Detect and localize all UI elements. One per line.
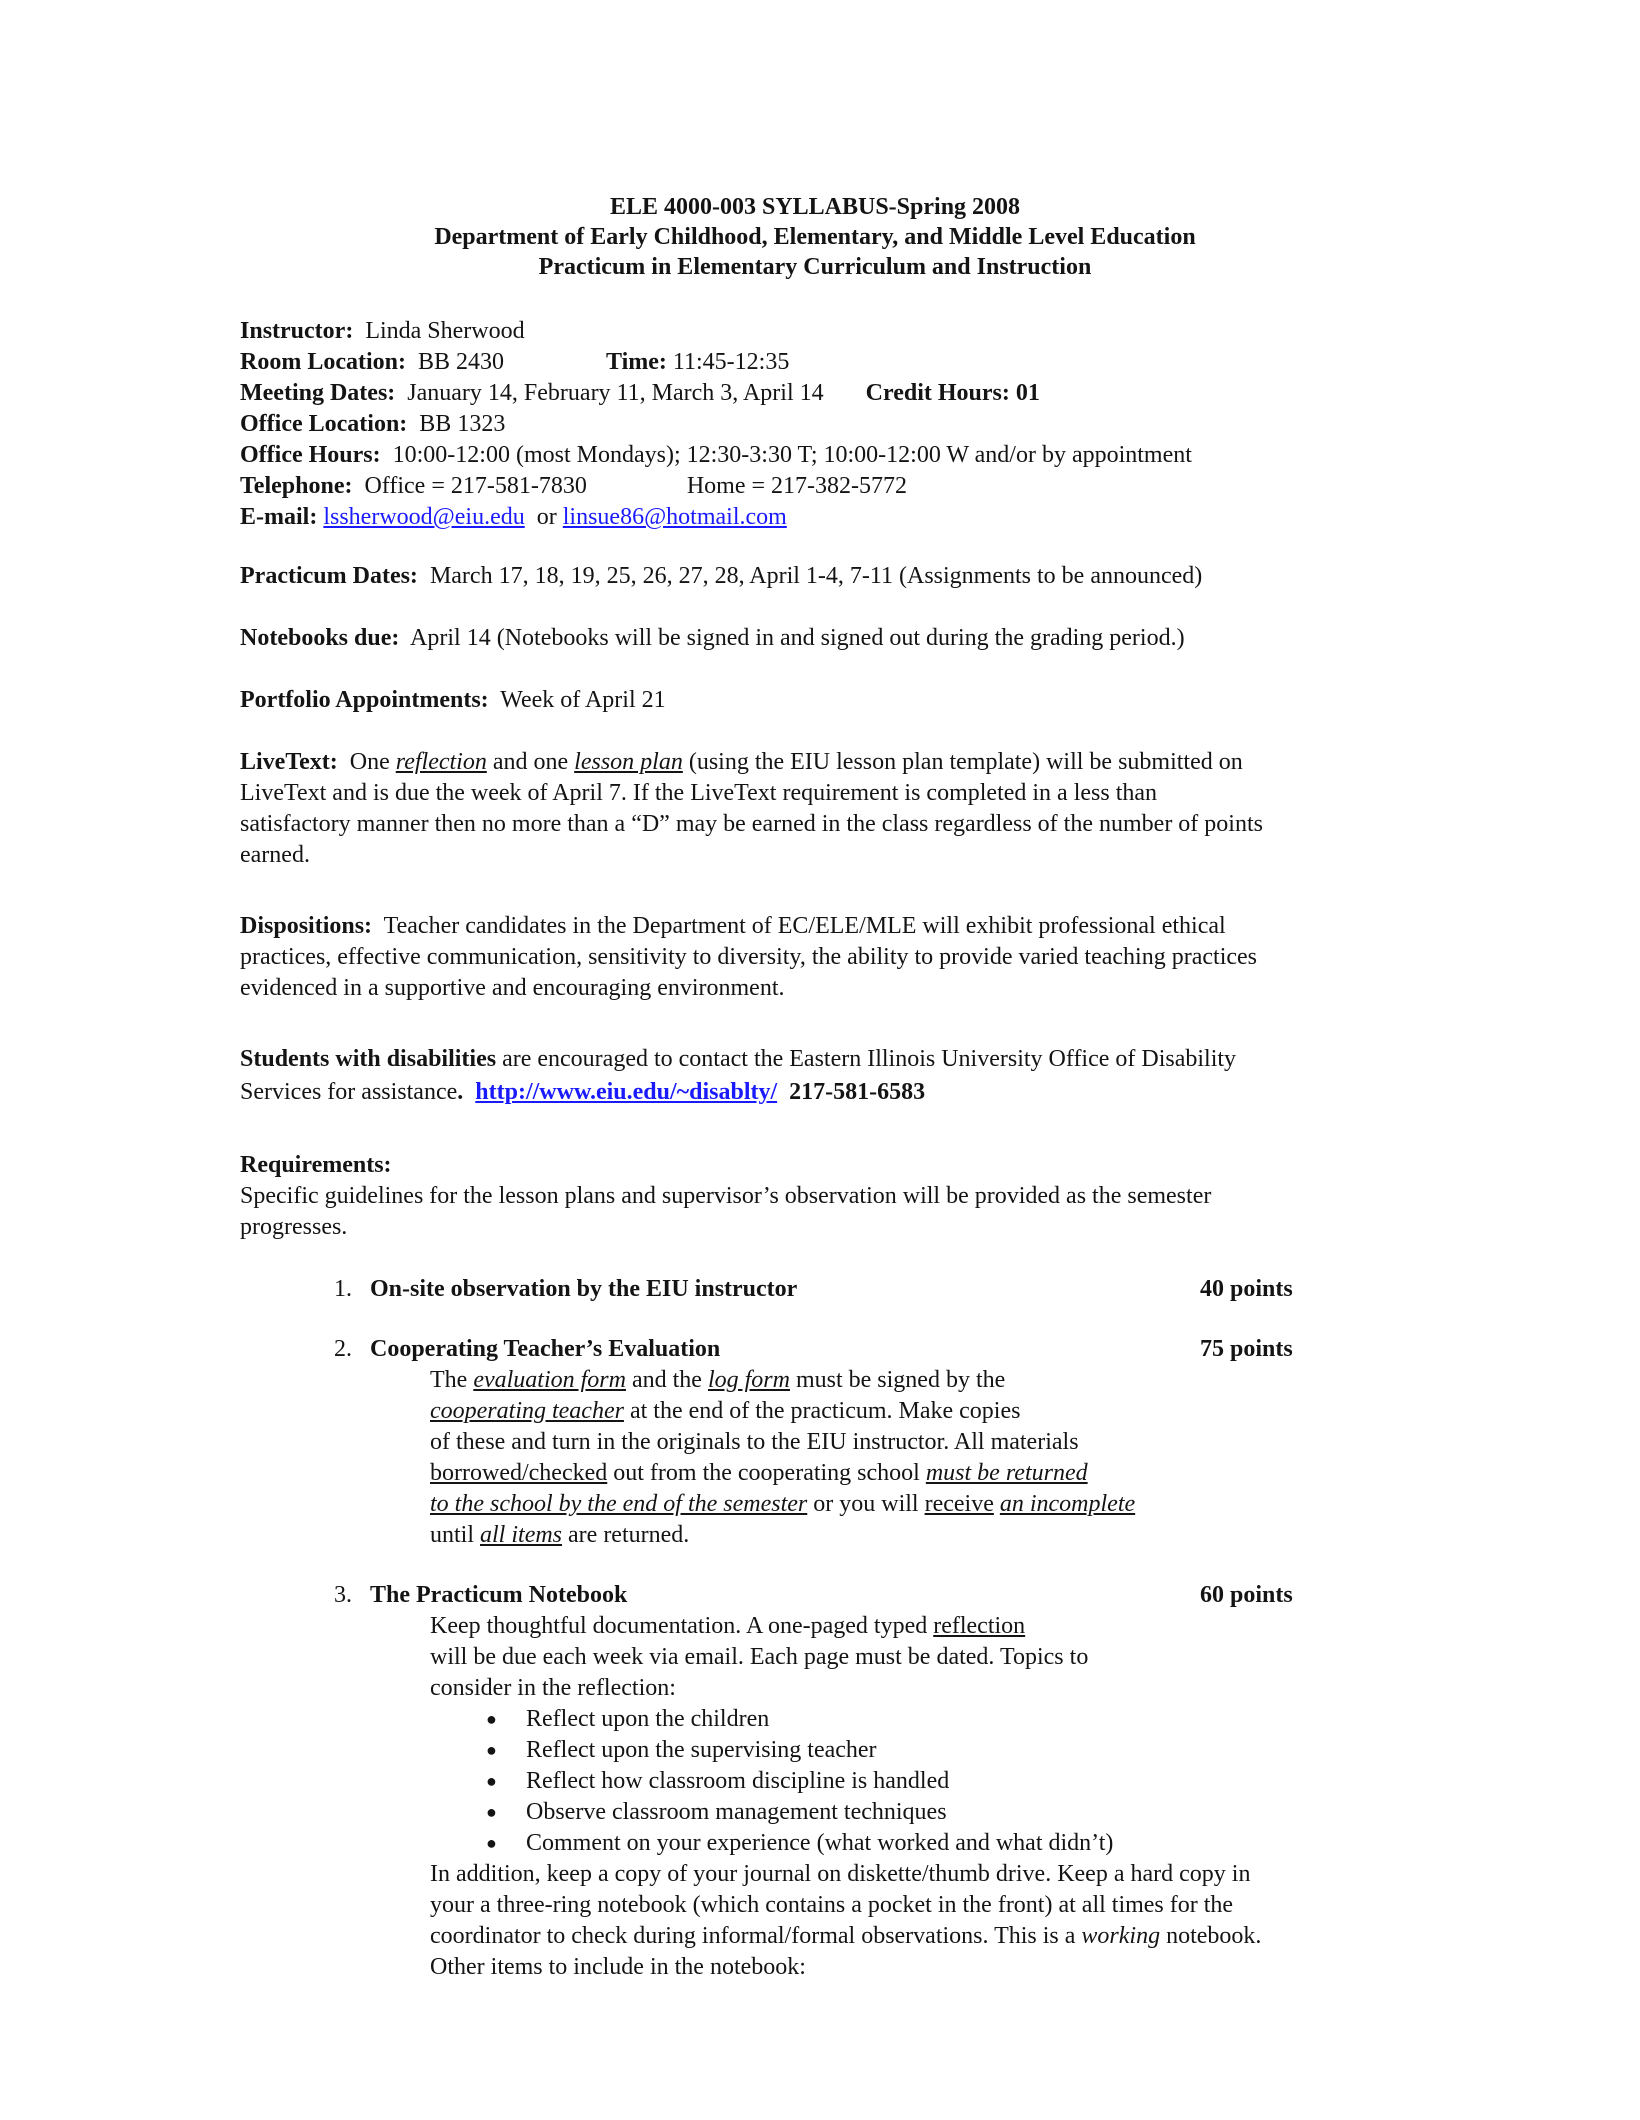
- requirements-list: [240, 1274, 1410, 1983]
- room-location: BB 2430: [417, 349, 504, 375]
- credit-hours: Credit Hours: 01: [865, 380, 1040, 406]
- requirements-section: Requirements: Specific guidelines for the lesson plans and supervisor’s observation will be provided as the semester progresses. 1. On-site observation by the EIU instructor 40 points 2. Cooperating Teacher’s Evaluation 75 points The evaluation form and the log form must be signed by the cooperating teacher at the end of the practicum. Make copies of these and turn in the originals to the EIU instructor. All materials borrowed/checked out from the cooperating school must be returned to the school by the end of the semester or you will receive an incomplete until all items are returned. 3. The Practicum Notebook 60 points Keep thoughtful documentation. A one-paged typed reflection will be due each week via email. Each page must be dated. Topics to consider in the reflection: ● Reflect upon the children ● Reflect upon the supervising teacher ● Reflect how classroom discipline is handled ● Observe classroom management techniques ● Comment on your experience (what worked and what didn’t) In addition, keep a copy of your journal on diskette/thumb drive. Keep a hard copy in your a three-ring notebook (which contains a pocket in the front) at all times for the coordinator to check during informal/formal observations. This is a working notebook. Other items to include in the notebook:: [240, 1150, 1410, 1983]
- practicum-dates: Practicum Dates: March 17, 18, 19, 25, 26, 27, 28, April 1-4, 7-11 (Assignments to be announced): [240, 563, 1203, 589]
- room-row: Room Location: BB 2430 Time: 11:45-12:35: [240, 349, 790, 375]
- course-title: ELE 4000-003 SYLLABUS-Spring 2008: [609, 194, 1021, 220]
- requirement-item: 3. The Practicum Notebook 60 points: [240, 1580, 1410, 1611]
- notebook-instructions: In addition, keep a copy of your journal on diskette/thumb drive. Keep a hard copy in your a three-ring notebook (which contains a pocket in the front) at all times for the coordinator to check during informal/formal observations. This is a working notebook. Other items to include in the notebook:: [430, 1861, 1262, 1980]
- list-item: ● Reflect how classroom discipline is handled: [430, 1766, 1410, 1797]
- list-item: ● Observe classroom management techniques: [430, 1797, 1410, 1828]
- requirement-description: Keep thoughtful documentation. A one-paged typed reflection will be due each week via email. Each page must be dated. Topics to consider in the reflection:: [430, 1613, 1089, 1701]
- dispositions-section: Dispositions: Teacher candidates in the Department of EC/ELE/MLE will exhibit professional ethical practices, effective communication, sensitivity to diversity, the ability to provide varied teaching practices evidenced in a supportive and encouraging environment.: [240, 913, 1257, 1001]
- points-value: 40 points: [1200, 1276, 1293, 1302]
- class-time: 11:45-12:35: [672, 349, 790, 375]
- bullet-icon: ●: [486, 1802, 497, 1822]
- meeting-dates: January 14, February 11, March 3, April 14: [407, 380, 824, 406]
- department-name: Department of Early Childhood, Elementary, and Middle Level Education: [434, 224, 1196, 250]
- syllabus-header: [220, 192, 1410, 282]
- bullet-icon: ●: [486, 1833, 497, 1853]
- disability-services-phone: 217-581-6583: [789, 1079, 926, 1105]
- list-item: ● Reflect upon the supervising teacher: [430, 1735, 1410, 1766]
- course-subtitle: Practicum in Elementary Curriculum and Instruction: [538, 254, 1092, 280]
- requirement-item: 1. On-site observation by the EIU instructor 40 points: [240, 1274, 1410, 1305]
- instructor-name: Linda Sherwood: [365, 318, 525, 344]
- email-row: E-mail: lssherwood@eiu.edu or linsue86@hotmail.com: [240, 504, 787, 530]
- list-item: ● Reflect upon the children: [430, 1704, 1410, 1735]
- requirement-item: 2. Cooperating Teacher’s Evaluation 75 points: [240, 1334, 1410, 1365]
- meeting-row: Meeting Dates: January 14, February 11, March 3, April 14 Credit Hours: 01: [240, 380, 1040, 406]
- email-link-eiu[interactable]: lssherwood@eiu.edu: [323, 504, 525, 530]
- office-hours: 10:00-12:00 (most Mondays); 12:30-3:30 T; 10:00-12:00 W and/or by appointment: [392, 442, 1192, 468]
- home-phone: Home = 217-382-5772: [686, 473, 908, 499]
- notebooks-due: Notebooks due: April 14 (Notebooks will be signed in and signed out during the grading period.): [240, 625, 1185, 651]
- office-location: BB 1323: [419, 411, 506, 437]
- office-phone: Office = 217-581-7830: [364, 473, 587, 499]
- list-item: ● Comment on your experience (what worked and what didn’t): [430, 1828, 1410, 1859]
- reflection-topics-list: [430, 1704, 1410, 1859]
- office-hours-row: Office Hours: 10:00-12:00 (most Mondays); 12:30-3:30 T; 10:00-12:00 W and/or by appointment: [240, 442, 1192, 468]
- bullet-icon: ●: [486, 1740, 497, 1760]
- livetext-section: LiveText: One reflection and one lesson plan (using the EIU lesson plan template) will be submitted on LiveText and is due the week of April 7. If the LiveText requirement is completed in a less than satisfactory manner then no more than a “D” may be earned in the class regardless of the number of points earned.: [240, 749, 1263, 868]
- telephone-row: Telephone: Office = 217-581-7830 Home = 217-382-5772: [240, 473, 908, 499]
- email-link-hotmail[interactable]: linsue86@hotmail.com: [562, 504, 787, 530]
- points-value: 60 points: [1200, 1582, 1293, 1608]
- syllabus-page: [240, 192, 1410, 1983]
- bullet-icon: ●: [486, 1709, 497, 1729]
- portfolio-appointments: Portfolio Appointments: Week of April 21: [240, 687, 666, 713]
- office-location-row: Office Location: BB 1323: [240, 411, 506, 437]
- requirement-description: The evaluation form and the log form must be signed by the cooperating teacher at the end of the practicum. Make copies of these and turn in the originals to the EIU instructor. All materials borrowed/checked out from the cooperating school must be returned to the school by the end of the semester or you will receive an incomplete until all items are returned.: [430, 1367, 1136, 1548]
- bullet-icon: ●: [486, 1771, 497, 1791]
- points-value: 75 points: [1200, 1336, 1293, 1362]
- instructor-row: Instructor: Linda Sherwood: [240, 318, 525, 344]
- disabilities-section: Students with disabilities are encouraged to contact the Eastern Illinois University Office of Disability Services for assistance. http://www.eiu.edu/~disablty/ 217-581-6583: [240, 1046, 1237, 1105]
- requirements-heading: Requirements:: [240, 1152, 392, 1178]
- course-info: [240, 316, 1410, 533]
- disability-services-link[interactable]: http://www.eiu.edu/~disablty/: [475, 1079, 778, 1105]
